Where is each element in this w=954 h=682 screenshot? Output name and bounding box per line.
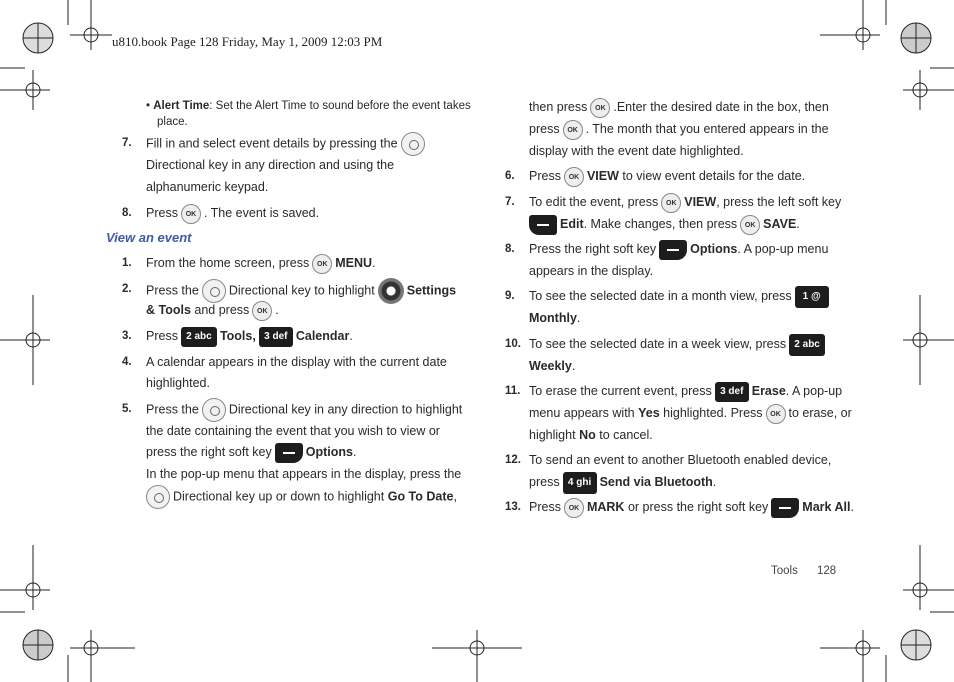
step-number: 6. xyxy=(505,170,515,182)
book-header: u810.book Page 128 Friday, May 1, 2009 12:03 PM xyxy=(112,34,383,49)
step-number: 5. xyxy=(122,403,132,415)
step-number: 11. xyxy=(505,385,521,397)
step-12-line2: press 4 ghi Send via Bluetooth. xyxy=(529,471,716,494)
step-number: 9. xyxy=(505,290,515,302)
right-soft-key-icon xyxy=(771,498,799,518)
step-11-line3: highlight No to cancel. xyxy=(529,428,653,442)
step-7r-line2: Edit. Make changes, then press OK SAVE. xyxy=(529,213,800,235)
step-number: 3. xyxy=(122,330,132,342)
view-step-5-line2: the date containing the event that you wish to view or xyxy=(146,424,440,438)
footer-section: Tools xyxy=(771,565,798,577)
step-9-line1: To see the selected date in a month view, press 1 @ xyxy=(529,285,832,308)
right-soft-key-icon xyxy=(659,240,687,260)
step-number: 7. xyxy=(122,137,132,149)
view-step-1: From the home screen, press OK MENU. xyxy=(146,252,376,274)
step-13: Press OK MARK or press the right soft key Mark All. xyxy=(529,496,854,518)
right-soft-key-icon xyxy=(275,443,303,463)
step-7-line3: alphanumeric keypad. xyxy=(146,180,269,194)
cont-line2: press OK . The month that you entered appears in the xyxy=(529,118,829,140)
ok-key-icon: OK xyxy=(766,404,786,424)
alert-time-bullet-cont: place. xyxy=(157,116,188,128)
step-11-line2: menu appears with Yes highlighted. Press OK to erase, or xyxy=(529,402,852,424)
key-3-def-icon: 3 def xyxy=(715,382,749,402)
view-step-3: Press 2 abc Tools, 3 def Calendar. xyxy=(146,325,353,347)
step-11-line1: To erase the current event, press 3 def Erase. A pop-up xyxy=(529,380,842,402)
step-number: 1. xyxy=(122,257,132,269)
step-7-line2: Directional key in any direction and using the xyxy=(146,158,395,172)
step-10-line1: To see the selected date in a week view, press 2 abc xyxy=(529,333,828,356)
step-8: Press OK . The event is saved. xyxy=(146,202,319,224)
step-8r-line1: Press the right soft key Options. A pop-up menu xyxy=(529,238,828,260)
view-step-5-line1: Press the Directional key in any direction to highlight xyxy=(146,398,462,422)
alert-time-bullet: • Alert Time: Set the Alert Time to sound before the event takes xyxy=(146,100,471,112)
step-8r-line2: appears in the display. xyxy=(529,264,654,278)
view-step-4-line2: highlighted. xyxy=(146,376,210,390)
key-2-abc-icon: 2 abc xyxy=(789,334,825,356)
ok-key-icon: OK xyxy=(564,167,584,187)
page-number: 128 xyxy=(817,565,837,577)
left-soft-key-icon xyxy=(529,215,557,235)
view-step-4-line1: A calendar appears in the display with the current date xyxy=(146,355,447,369)
step-number: 10. xyxy=(505,338,521,350)
step-12-line1: To send an event to another Bluetooth enabled device, xyxy=(529,453,832,467)
section-heading: View an event xyxy=(106,230,192,245)
step-number: 7. xyxy=(505,196,515,208)
directional-key-icon xyxy=(146,485,170,509)
step-number: 8. xyxy=(122,207,132,219)
step-number: 8. xyxy=(505,243,515,255)
key-3-def-icon: 3 def xyxy=(259,327,293,347)
view-step-2-line2: & Tools and press OK . xyxy=(146,299,279,321)
key-4-ghi-icon: 4 ghi xyxy=(563,472,597,494)
ok-key-icon: OK xyxy=(590,98,610,118)
ok-key-icon: OK xyxy=(564,498,584,518)
ok-key-icon: OK xyxy=(312,254,332,274)
step-7-line1: Fill in and select event details by pressing the xyxy=(146,132,428,156)
step-9-line2: Monthly. xyxy=(529,311,581,325)
key-2-abc-icon: 2 abc xyxy=(181,327,217,347)
ok-key-icon: OK xyxy=(181,204,201,224)
ok-key-icon: OK xyxy=(661,193,681,213)
view-step-5-line3: press the right soft key Options. xyxy=(146,441,356,463)
view-step-5-line5: Directional key up or down to highlight Go To Date, xyxy=(146,485,457,509)
step-number: 12. xyxy=(505,454,521,466)
step-6: Press OK VIEW to view event details for the date. xyxy=(529,165,805,187)
view-step-5-line4: In the pop-up menu that appears in the display, press the xyxy=(146,467,462,481)
ok-key-icon: OK xyxy=(563,120,583,140)
step-number: 4. xyxy=(122,356,132,368)
key-1-icon: 1 @ xyxy=(795,286,829,308)
view-step-2-line1: Press the Directional key to highlight Settings xyxy=(146,278,456,304)
ok-key-icon: OK xyxy=(740,215,760,235)
step-7r-line1: To edit the event, press OK VIEW, press the left soft key xyxy=(529,191,841,213)
ok-key-icon: OK xyxy=(252,301,272,321)
cont-line3: display with the event date highlighted. xyxy=(529,144,744,158)
step-10-line2: Weekly. xyxy=(529,359,576,373)
settings-gear-icon xyxy=(378,278,404,304)
step-number: 13. xyxy=(505,501,521,513)
directional-key-icon xyxy=(202,398,226,422)
cont-line1: then press OK .Enter the desired date in the box, then xyxy=(529,96,829,118)
step-number: 2. xyxy=(122,283,132,295)
directional-key-icon xyxy=(401,132,425,156)
